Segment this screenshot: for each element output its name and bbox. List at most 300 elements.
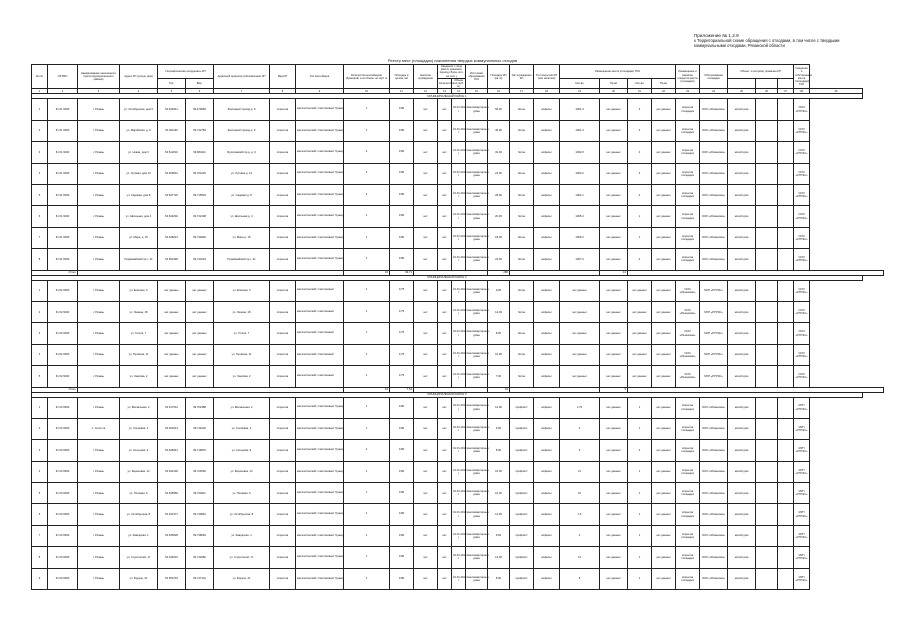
cell-owner: ООО «РГРЭС» <box>794 163 810 184</box>
qty-value: 1 <box>365 309 368 313</box>
cell-settlement: г. Рязань <box>78 301 120 322</box>
cell-place-3: 2 <box>628 440 652 461</box>
vol-value: 0,80 <box>398 533 405 537</box>
cell-kind: открытая <box>270 366 296 387</box>
cell-placement-cover: открытая площадка <box>676 249 700 270</box>
cell-lat: нет данных <box>158 323 186 344</box>
container-type-text: металлический; пластиковый; бункер <box>297 257 344 261</box>
cell-place-3: 1 <box>628 461 652 482</box>
cell-settlement: г. Рязань <box>78 525 120 546</box>
cell-place-1: 1003-2 <box>560 163 600 184</box>
cell-site-area: 10,00 <box>488 344 510 365</box>
cell-place-2: нет данных <box>600 344 628 365</box>
cell-lat: 54.641377 <box>158 504 186 525</box>
cell-info-2: 01.01.2019 г. <box>452 99 466 120</box>
container-type-text: металлический; пластиковый <box>297 352 334 356</box>
cell-fence: нет <box>414 280 438 301</box>
cell-placement-cover: открытая площадка <box>676 120 700 141</box>
table-row <box>32 440 884 461</box>
cell-address: ул. Березовая, 14 <box>120 461 158 482</box>
cell-object-3 <box>778 418 794 439</box>
row-number: 3 <box>32 323 48 344</box>
cell-vol <box>390 280 414 301</box>
cell-landmark: ул. Школьная д. 4 <box>214 206 270 227</box>
cell-place-3: 1 <box>628 568 652 589</box>
cell-lon: 39.747101 <box>186 568 214 589</box>
cell-lat: нет данных <box>158 366 186 387</box>
cell-address: ул. Строителей, 17 <box>120 547 158 568</box>
register-body <box>32 89 884 590</box>
container-type-text: металлический; пластиковый; бункер <box>297 107 344 111</box>
cell-fence-type: профлист <box>510 397 534 418</box>
cell-info-2: 01.01.2019 г. <box>452 461 466 482</box>
cell-site-area: 10,00 <box>488 483 510 504</box>
cell-place-1: 1,6 <box>560 504 600 525</box>
container-type-text: металлический; пластиковый <box>297 288 334 292</box>
col-header-sources: Источники образования ТКО <box>466 65 488 89</box>
cell-landmark: ул. Ленина, 18 <box>214 301 270 322</box>
cell-lon: 39.738094 <box>186 525 214 546</box>
column-number: 26 <box>756 89 778 94</box>
cell-lat: 54.636950 <box>158 483 186 504</box>
qty-value: 1 <box>365 214 368 218</box>
table-row <box>32 206 884 227</box>
column-number: 3 <box>78 89 120 94</box>
cell-sources: многоквартирные дома <box>466 418 488 439</box>
cell-container-type <box>296 547 344 568</box>
cell-kind: открытая <box>270 184 296 205</box>
cell-place-4: нет данных <box>652 366 676 387</box>
cell-qty <box>344 461 390 482</box>
cell-fence: нет <box>414 397 438 418</box>
col-header-num: № п/п <box>32 65 48 89</box>
cell-place-3: нет данных <box>628 301 652 322</box>
cell-container-type <box>296 418 344 439</box>
vol-value: 0,80 <box>398 576 405 580</box>
total-count: 12 <box>600 270 628 275</box>
cell-fence: нет <box>414 344 438 365</box>
cell-qty <box>344 227 390 248</box>
cell-kind: открытая <box>270 120 296 141</box>
cell-oktmo: 61 61 6000 <box>48 120 78 141</box>
col-sub-x: Гор. <box>158 78 186 89</box>
qty-value: 2 <box>365 192 368 196</box>
cell-object-2 <box>756 163 778 184</box>
vol-value: 0,80 <box>398 128 405 132</box>
cell-place-1: 1004-1 <box>560 184 600 205</box>
container-type-text: металлический; пластиковый <box>297 374 334 377</box>
cell-kind: открытая <box>270 525 296 546</box>
cell-fence-type: бетон <box>510 163 534 184</box>
cell-info-1: нет <box>438 99 452 120</box>
total-vol: 49,71 <box>390 270 414 275</box>
cell-sources: многоквартирные дома <box>466 142 488 163</box>
cell-place-3: 3 <box>628 163 652 184</box>
col-header-site-area: Площадь КП (кв. м) <box>488 65 510 89</box>
cell-site-area: 45,00 <box>488 120 510 141</box>
cell-landmark: ул. Вокзальная, 2 <box>214 397 270 418</box>
cell-oktmo: 61 63 6000 <box>48 525 78 546</box>
cell-vol <box>390 142 414 163</box>
cell-place-2: нет данных <box>600 323 628 344</box>
cell-site-area: 8,00 <box>488 568 510 589</box>
cell-place-3: 1 <box>628 504 652 525</box>
cell-object-1: жилой дом <box>728 366 756 387</box>
cell-object-3 <box>778 568 794 589</box>
cell-place-4: нет данных <box>652 461 676 482</box>
row-number: 5 <box>32 366 48 387</box>
table-row <box>32 568 884 589</box>
cell-info-2: 01.01.2019 г. <box>452 344 466 365</box>
total-count: 5 <box>600 387 628 392</box>
cell-fence: нет <box>414 142 438 163</box>
cell-lat: 54.637720 <box>158 184 186 205</box>
cell-cover-type: асфальт <box>534 99 560 120</box>
cell-lat: 54.612034 <box>158 142 186 163</box>
cell-vol <box>390 547 414 568</box>
column-number: 7 <box>214 89 270 94</box>
cell-vol <box>390 344 414 365</box>
col-header-address: Адрес КП (улица, дом) <box>120 65 158 89</box>
cell-container-type <box>296 163 344 184</box>
document-title: Реестр мест (площадок) накопления твердых коммунальных отходов <box>387 58 518 63</box>
cell-info-1: нет <box>438 366 452 387</box>
cell-info-1: нет <box>438 440 452 461</box>
cell-sources: многоквартирные дома <box>466 483 488 504</box>
cell-info-1: нет <box>438 280 452 301</box>
cell-cover-type: асфальт <box>534 461 560 482</box>
cell-lat: 54.632102 <box>158 461 186 482</box>
cell-container-type <box>296 99 344 120</box>
cell-oktmo: 61 62 6000 <box>48 301 78 322</box>
cell-fence: нет <box>414 227 438 248</box>
cell-service: ООО «Рязанская» <box>700 184 728 205</box>
cell-landmark: ул. Пушкина, 11 <box>214 344 270 365</box>
cell-qty <box>344 280 390 301</box>
cell-settlement: г. Рязань <box>78 184 120 205</box>
table-row <box>32 280 884 301</box>
cell-place-4: нет данных <box>652 142 676 163</box>
cell-landmark: Ярославский пр-д, д. 3 <box>214 142 270 163</box>
cell-info-2: 01.01.2019 г. <box>452 227 466 248</box>
cell-info-2: 01.01.2019 г. <box>452 280 466 301</box>
cell-object-3 <box>778 525 794 546</box>
vol-value: 0,80 <box>398 512 405 516</box>
cell-place-1: 1001-3 <box>560 120 600 141</box>
cell-object-1: жилой дом <box>728 483 756 504</box>
cell-service: ООО «Рязанская» <box>700 525 728 546</box>
cell-cover-type: асфальт <box>534 547 560 568</box>
vol-value: 0,75 <box>398 352 405 356</box>
cell-info-1: нет <box>438 483 452 504</box>
col-header-oktmo: ОКТМО <box>48 65 78 89</box>
cell-lat: 54.652490 <box>158 249 186 270</box>
column-number: 20 <box>600 89 628 94</box>
qty-value: 1 <box>365 426 368 430</box>
cell-address: ул. Садовая, дом 8 <box>120 184 158 205</box>
container-type-text: металлический; пластиковый; бункер <box>297 426 344 430</box>
cell-landmark: Первомайский пр-т, 21 <box>214 249 270 270</box>
cell-vol <box>390 99 414 120</box>
qty-value: 1 <box>365 405 368 409</box>
cell-oktmo: 61 61 6000 <box>48 184 78 205</box>
cell-qty <box>344 99 390 120</box>
cell-settlement: г. Рязань <box>78 504 120 525</box>
cell-site-area: 10,00 <box>488 461 510 482</box>
cell-fence: нет <box>414 366 438 387</box>
cell-place-2: нет данных <box>600 301 628 322</box>
cell-place-4: нет данных <box>652 344 676 365</box>
cell-object-1: жилой дом <box>728 280 756 301</box>
cell-qty <box>344 483 390 504</box>
cell-object-1: жилой дом <box>728 504 756 525</box>
cell-settlement: г. Рязань <box>78 397 120 418</box>
col-header-object: Объект, к которому привязан КП <box>728 65 794 79</box>
column-number: 19 <box>560 89 600 94</box>
cell-info-2: 01.01.2019 г. <box>452 120 466 141</box>
cell-place-4: нет данных <box>652 301 676 322</box>
cell-object-3 <box>778 323 794 344</box>
cell-lon: нет данных <box>186 301 214 322</box>
cell-address: ул. Школьная, дом 4 <box>120 206 158 227</box>
cell-info-1: нет <box>438 120 452 141</box>
cell-fence-type: бетон <box>510 344 534 365</box>
cell-oktmo: 61 61 6000 <box>48 227 78 248</box>
vol-value: 0,80 <box>398 107 405 111</box>
cell-lon: 39.741033 <box>186 249 214 270</box>
cell-info-1: нет <box>438 461 452 482</box>
cell-sources: многоквартирные дома <box>466 504 488 525</box>
cell-sources: многоквартирные дома <box>466 547 488 568</box>
cell-info-1: нет <box>438 206 452 227</box>
cell-placement-cover: открытая площадка <box>676 483 700 504</box>
cell-sources: многоквартирные дома <box>466 440 488 461</box>
cell-service: ООО «Рязанская» <box>700 461 728 482</box>
column-number: 17 <box>510 89 534 94</box>
cell-info-2: 01.01.2019 г. <box>452 323 466 344</box>
cell-object-1: жилой дом <box>728 99 756 120</box>
cell-site-area: 28,00 <box>488 184 510 205</box>
qty-value: 1 <box>365 533 368 537</box>
cell-place-3: 3 <box>628 99 652 120</box>
cell-place-1: 1007-3 <box>560 249 600 270</box>
cell-owner: МУП «РГРЭС» <box>794 525 810 546</box>
cell-place-2: нет данных <box>600 163 628 184</box>
table-row <box>32 184 884 205</box>
cell-address: ул. Чкалова, 2 <box>120 366 158 387</box>
cell-lon: нет данных <box>186 366 214 387</box>
cell-object-3 <box>778 120 794 141</box>
cell-owner: ООО «РГРЭС» <box>794 120 810 141</box>
cell-container-type <box>296 142 344 163</box>
cell-place-1: 2 <box>560 525 600 546</box>
cell-place-1: 1001-3 <box>560 99 600 120</box>
cell-owner: МУП «РГРЭС» <box>794 504 810 525</box>
qty-value: 1 <box>365 288 368 292</box>
column-number: 9 <box>296 89 344 94</box>
qty-value: 2 <box>365 448 368 452</box>
col-sub-y: Вер. <box>186 78 214 89</box>
cell-cover-type: асфальт <box>534 206 560 227</box>
cell-site-area: 56,00 <box>488 99 510 120</box>
row-number: 4 <box>32 461 48 482</box>
cell-lat: 54.649441 <box>158 99 186 120</box>
cell-sources: многоквартирные дома <box>466 397 488 418</box>
cell-kind: открытая <box>270 344 296 365</box>
cell-info-1: нет <box>438 418 452 439</box>
cell-cover-type: асфальт <box>534 568 560 589</box>
cell-service: ООО «Рязанская» <box>700 440 728 461</box>
cell-qty <box>344 397 390 418</box>
cell-container-type <box>296 184 344 205</box>
cell-fence: нет <box>414 301 438 322</box>
cell-service: ООО «Рязанская» <box>700 120 728 141</box>
cell-place-3: нет данных <box>628 323 652 344</box>
cell-object-2 <box>756 120 778 141</box>
cell-object-3 <box>778 301 794 322</box>
cell-owner: МУП «РГРЭС» <box>794 483 810 504</box>
cell-place-3: 1 <box>628 227 652 248</box>
cell-qty <box>344 249 390 270</box>
cell-vol <box>390 440 414 461</box>
cell-settlement: г. Рязань <box>78 206 120 227</box>
cell-kind: открытая <box>270 323 296 344</box>
cell-place-1: 4 <box>560 418 600 439</box>
cell-info-1: нет <box>438 184 452 205</box>
cell-place-3: нет данных <box>628 344 652 365</box>
table-row <box>32 483 884 504</box>
cell-landmark: ул. Гоголя, 7 <box>214 323 270 344</box>
cell-object-2 <box>756 461 778 482</box>
cell-kind: открытая <box>270 99 296 120</box>
cell-place-3: 1 <box>628 525 652 546</box>
table-row <box>32 249 884 270</box>
col-header-area: Площадь в целом, м2 <box>390 65 414 89</box>
cell-place-1: 1,76 <box>560 397 600 418</box>
cell-oktmo: 61 62 6000 <box>48 344 78 365</box>
cell-address: ул. Есенина, 3 <box>120 280 158 301</box>
table-row <box>32 227 884 248</box>
vol-value: 0,75 <box>398 288 405 292</box>
cell-oktmo: 61 63 6000 <box>48 397 78 418</box>
total-vol: 7,54 <box>390 387 414 392</box>
cell-service: ООО «Рязанская» <box>700 483 728 504</box>
register-table <box>31 64 884 590</box>
cell-service: МУП «РГРЭС» <box>700 280 728 301</box>
qty-value: 1 <box>365 576 368 580</box>
cell-place-1: нет данных <box>560 344 600 365</box>
vol-value: 0,80 <box>398 469 405 473</box>
cell-landmark: ул. Фрунзе, 21 <box>214 568 270 589</box>
cell-service: ООО «Рязанская» <box>700 249 728 270</box>
cell-sources: многоквартирные дома <box>466 163 488 184</box>
cell-object-1: жилой дом <box>728 184 756 205</box>
table-row <box>32 142 884 163</box>
cell-fence: нет <box>414 418 438 439</box>
cell-object-3 <box>778 142 794 163</box>
cell-lon: 39.722108 <box>186 206 214 227</box>
cell-object-1: жилой дом <box>728 547 756 568</box>
cell-object-3 <box>778 483 794 504</box>
cell-placement-cover: ООО «Рязанская» <box>676 280 700 301</box>
table-row <box>32 301 884 322</box>
cell-place-2: нет данных <box>600 184 628 205</box>
vol-value: 0,80 <box>398 235 405 239</box>
cell-place-3: 1 <box>628 397 652 418</box>
cell-site-area: 12,00 <box>488 301 510 322</box>
total-area: 286 <box>488 270 510 275</box>
cell-kind: открытая <box>270 249 296 270</box>
cell-site-area: 18,00 <box>488 227 510 248</box>
cell-place-3: нет данных <box>628 366 652 387</box>
cell-lat: 54.645628 <box>158 525 186 546</box>
cell-sources: многоквартирные дома <box>466 206 488 227</box>
table-row <box>32 397 884 418</box>
cell-qty <box>344 301 390 322</box>
qty-value: 1 <box>365 512 368 516</box>
cell-lon: 39.711209 <box>186 418 214 439</box>
table-row <box>32 99 884 120</box>
vol-value: 0,75 <box>398 331 405 335</box>
cell-lon: 39.724560 <box>186 461 214 482</box>
cell-place-3: 2 <box>628 120 652 141</box>
cell-service: МУП «РГРЭС» <box>700 323 728 344</box>
container-type-text: металлический; пластиковый <box>297 331 334 335</box>
col-sub-obj-1 <box>728 78 756 89</box>
cell-info-1: нет <box>438 323 452 344</box>
cell-place-3: 1 <box>628 547 652 568</box>
cell-service: ООО «Рязанская» <box>700 142 728 163</box>
cell-container-type <box>296 280 344 301</box>
cell-info-2: 01.01.2019 г. <box>452 440 466 461</box>
cell-cover-type: асфальт <box>534 344 560 365</box>
cell-vol <box>390 525 414 546</box>
cell-info-2: 01.01.2019 г. <box>452 366 466 387</box>
cell-container-type <box>296 249 344 270</box>
cell-landmark: ул. Кольцова, 9 <box>214 440 270 461</box>
col-sub-place-2: Пр-во <box>600 78 628 89</box>
cell-lat: нет данных <box>158 280 186 301</box>
table-row <box>32 418 884 439</box>
cell-info-2: 01.01.2019 г. <box>452 206 466 227</box>
cell-qty <box>344 568 390 589</box>
container-type-text: металлический; пластиковый; бункер <box>297 171 344 175</box>
cell-sources: многоквартирные дома <box>466 301 488 322</box>
cell-place-4: нет данных <box>652 280 676 301</box>
col-sub-place-3: Кол-во <box>628 78 652 89</box>
container-type-text: металлический; пластиковый; бункер <box>297 533 344 537</box>
cell-place-3: 2 <box>628 184 652 205</box>
cell-object-2 <box>756 323 778 344</box>
cell-settlement: г. Рязань <box>78 440 120 461</box>
cell-sources: многоквартирные дома <box>466 525 488 546</box>
cell-place-1: 12 <box>560 547 600 568</box>
container-type-text: металлический; пластиковый; бункер <box>297 235 344 239</box>
cell-lat: 54.641802 <box>158 206 186 227</box>
qty-value: 3 <box>365 171 368 175</box>
cell-object-2 <box>756 142 778 163</box>
cell-settlement: г. Рязань <box>78 280 120 301</box>
cell-cover-type: асфальт <box>534 120 560 141</box>
cell-site-area: 12,00 <box>488 397 510 418</box>
cell-place-4: нет данных <box>652 418 676 439</box>
cell-settlement: п. Солотча <box>78 418 120 439</box>
cell-vol <box>390 504 414 525</box>
cell-qty <box>344 163 390 184</box>
cell-address: ул. Гоголя, 7 <box>120 323 158 344</box>
cell-fence: нет <box>414 504 438 525</box>
cell-address: ул. Заводская, 1 <box>120 525 158 546</box>
